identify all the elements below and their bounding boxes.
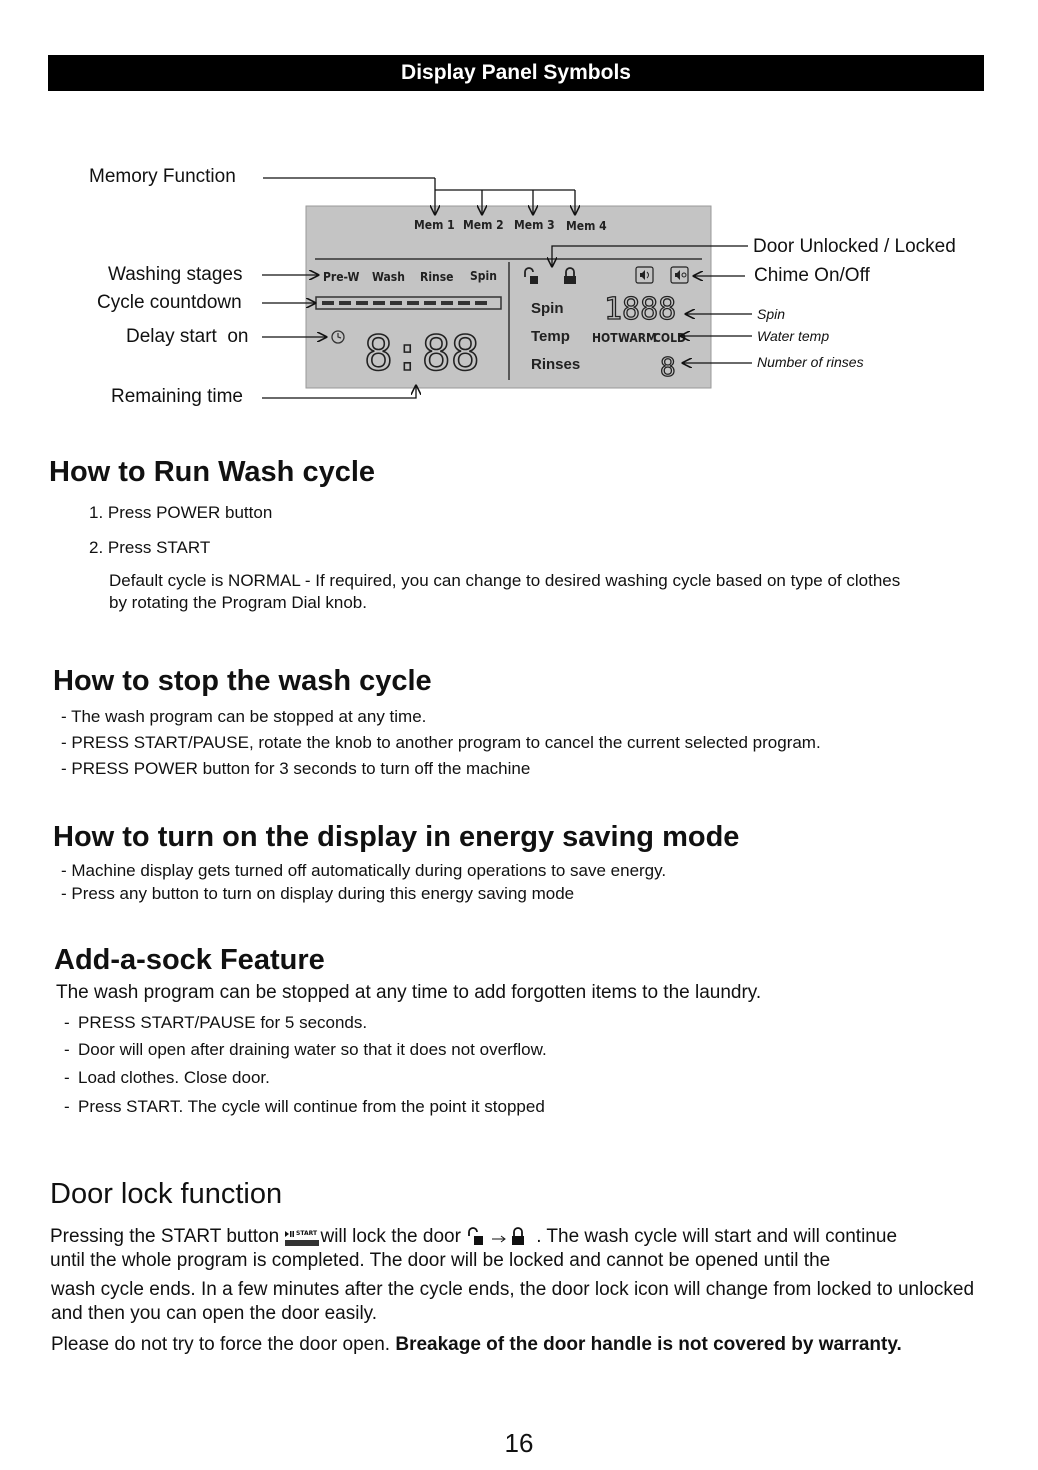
mem-3-label: Mem 3 (514, 218, 555, 232)
stage-rinse-label: Rinse (420, 270, 454, 284)
remaining-time-digits: 8:88 (364, 326, 480, 382)
remaining-time-label: Remaining time (111, 386, 243, 407)
energy-heading: How to turn on the display in energy saving mode (53, 821, 740, 853)
stage-prew-label: Pre-W (323, 270, 360, 284)
rinse-digit: 8 (660, 353, 676, 383)
temp-cold-label: COLD (653, 331, 686, 345)
delay-start-label: Delay start on (126, 326, 249, 347)
washing-stages-label: Washing stages (108, 264, 243, 285)
mem-1-label: Mem 1 (414, 218, 455, 232)
memory-function-label: Memory Function (89, 166, 236, 187)
door-lock-transition-icon (466, 1226, 536, 1248)
stop-item-3: - PRESS POWER button for 3 seconds to turn off the machine (61, 759, 531, 778)
door-paragraph-1-cont: until the whole program is completed. The door will be locked and cannot be opened until the (50, 1250, 831, 1271)
door-unlocked-locked-label: Door Unlocked / Locked (753, 236, 956, 257)
sock-item-1: - PRESS START/PAUSE for 5 seconds. (64, 1013, 368, 1032)
energy-item-1: - Machine display gets turned off automatically during operations to save energy. (61, 861, 667, 880)
spin-note: Spin (757, 306, 786, 322)
spin-digits: 1888 (604, 292, 677, 327)
temp-hot-label: HOT (592, 331, 618, 345)
svg-text:START: START (296, 1229, 318, 1237)
stage-spin-label: Spin (470, 269, 497, 283)
stop-heading: How to stop the wash cycle (53, 665, 432, 697)
rinses-note: Number of rinses (757, 354, 864, 370)
start-button-icon (284, 1227, 320, 1247)
run-note: Default cycle is NORMAL - If required, you can change to desired washing cycle based on type of clothes by rotating the Program Dial knob. (109, 571, 901, 612)
stage-wash-label: Wash (372, 270, 405, 284)
temp-warm-label: WARM (618, 331, 657, 345)
locked-icon (514, 1228, 522, 1236)
stop-item-1: - The wash program can be stopped at any time. (61, 707, 427, 726)
run-step-1: 1. Press POWER button (89, 503, 273, 522)
sock-heading: Add-a-sock Feature (54, 944, 325, 976)
section-banner: Display Panel Symbols (48, 55, 984, 91)
lcd-rinses-label: Rinses (531, 356, 581, 373)
lcd-temp-label: Temp (531, 328, 570, 345)
sock-intro: The wash program can be stopped at any time to add forgotten items to the laundry. (56, 982, 762, 1003)
stop-item-2: - PRESS START/PAUSE, rotate the knob to another program to cancel the current selected program. (61, 733, 821, 752)
sock-item-4: - Press START. The cycle will continue from the point it stopped (64, 1097, 545, 1116)
page-number: 16 (504, 1428, 534, 1458)
run-heading: How to Run Wash cycle (49, 456, 376, 488)
energy-item-2: - Press any button to turn on display during this energy saving mode (61, 884, 575, 903)
door-heading: Door lock function (50, 1178, 283, 1210)
unlocked-icon (469, 1228, 477, 1236)
cycle-countdown-label: Cycle countdown (97, 292, 242, 313)
water-temp-note: Water temp (757, 328, 830, 344)
mem-2-label: Mem 2 (463, 218, 504, 232)
run-step-2: 2. Press START (89, 538, 211, 557)
door-paragraph-1: Pressing the START button START will lock the door . The wash cycle will start and will continue (50, 1226, 898, 1247)
sock-item-3: - Load clothes. Close door. (64, 1068, 270, 1087)
door-paragraph-2: wash cycle ends. In a few minutes after the cycle ends, the door lock icon will change from locked to unlocked and then you can open the door easily. (51, 1279, 975, 1324)
mem-4-label: Mem 4 (566, 219, 607, 233)
lcd-spin-label: Spin (531, 300, 564, 317)
door-paragraph-3: Please do not try to force the door open. Breakage of the door handle is not covered by warranty. (51, 1334, 902, 1355)
sock-item-2: - Door will open after draining water so that it does not overflow. (64, 1040, 547, 1059)
chime-label: Chime On/Off (754, 265, 870, 286)
warranty-warning: Breakage of the door handle is not covered by warranty. (395, 1334, 902, 1355)
